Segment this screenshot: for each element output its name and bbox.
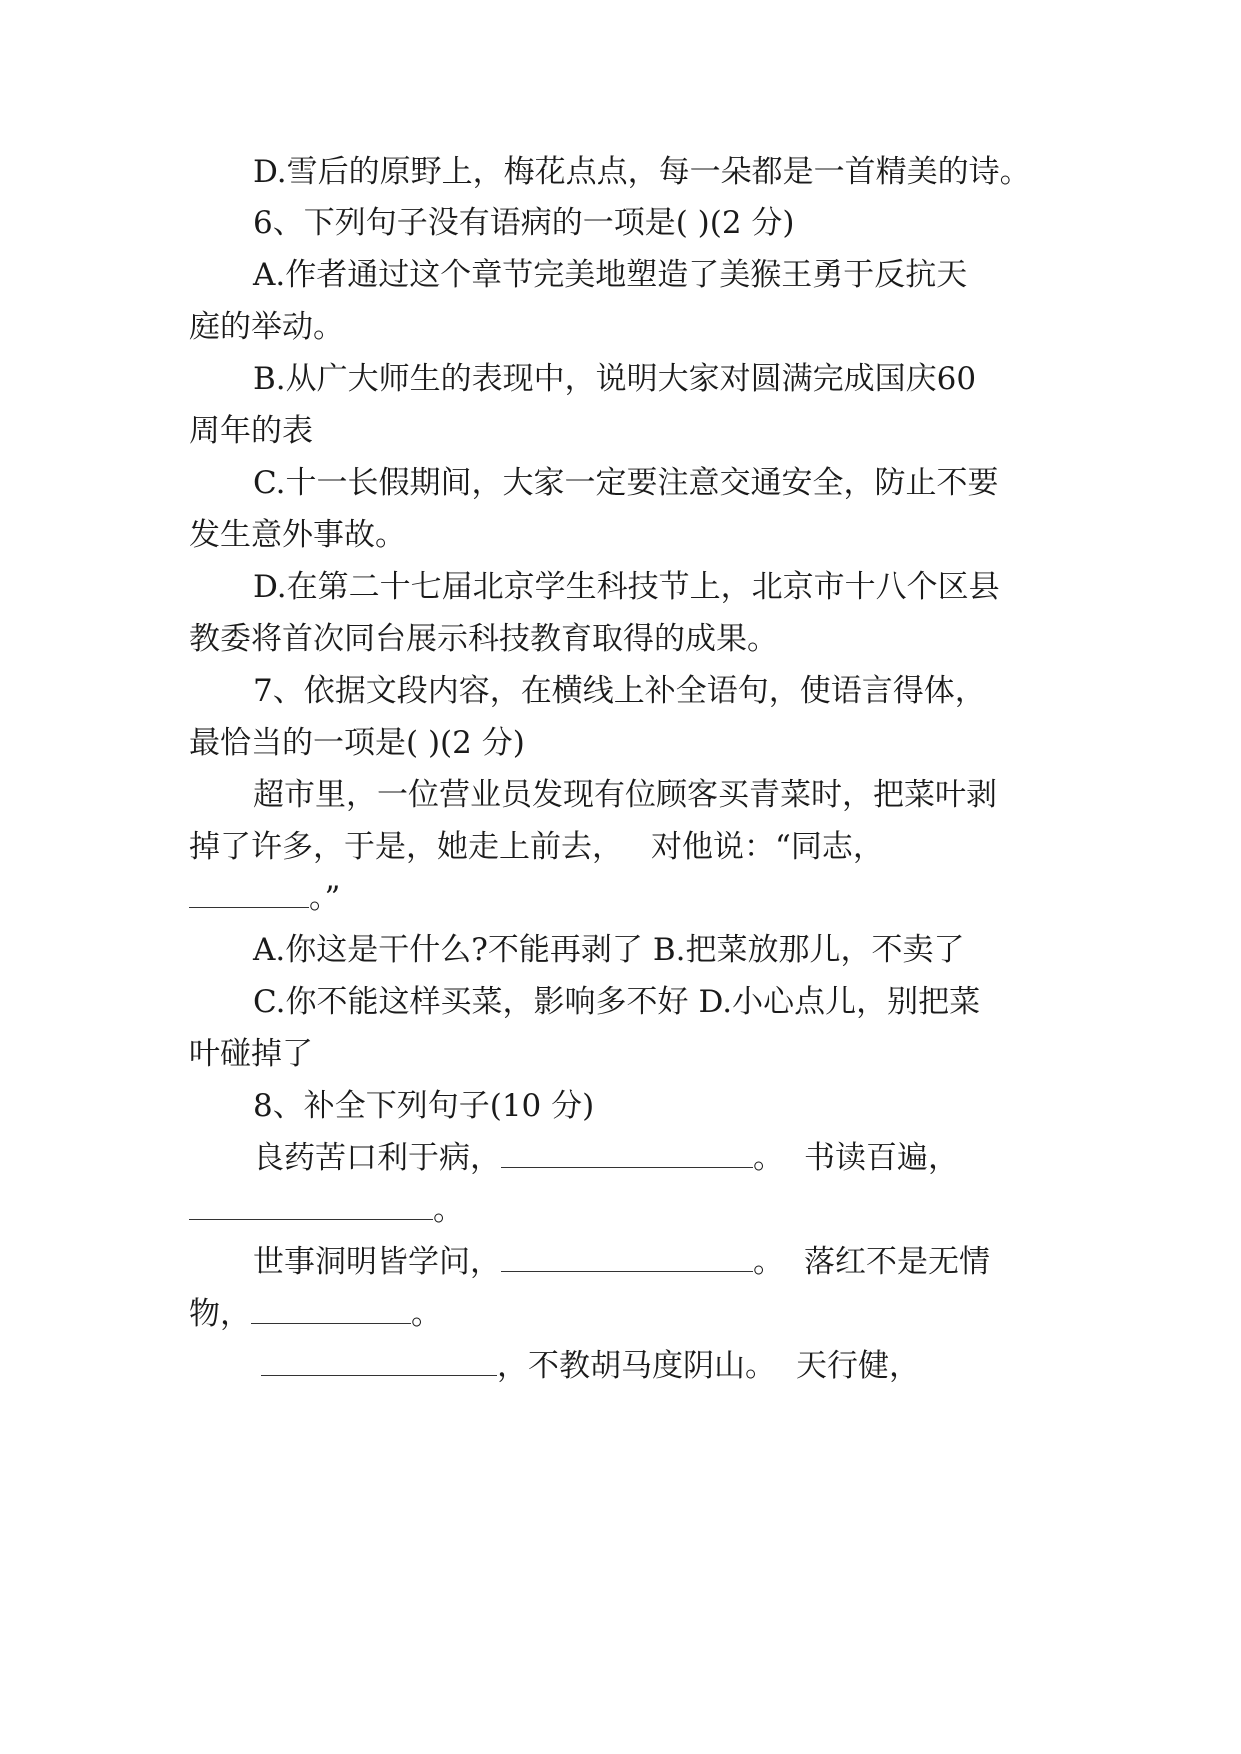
- fill-6-prompt: 天行健，: [796, 1348, 920, 1384]
- fill-5-text: ，不教胡马度阴山。: [497, 1348, 776, 1384]
- passage-line-2: [189, 827, 884, 867]
- passage-line-3: [189, 878, 340, 918]
- question-7: 7、依据文段内容，在横线上补全语句，使语言得体，: [253, 673, 986, 709]
- fill-2-end: 。: [433, 1192, 464, 1228]
- option-6b-cont: 周年的表: [189, 413, 313, 449]
- option-7b: B.把菜放那儿，不卖了: [652, 932, 965, 968]
- option-6a-cont: 庭的举动。: [189, 309, 344, 345]
- fill-blank-1[interactable]: [501, 1141, 753, 1168]
- option-7a: A.你这是干什么?不能再剥了: [253, 932, 643, 968]
- fill-blank-2[interactable]: [189, 1193, 433, 1220]
- passage-line-3-end: 。”: [309, 880, 341, 916]
- fill-blank-4[interactable]: [251, 1297, 411, 1324]
- passage-line-2b: 对他说：“同志，: [651, 829, 884, 865]
- option-6d-cont: 教委将首次同台展示科技教育取得的成果。: [189, 621, 778, 657]
- option-7d-cont: 叶碰掉了: [189, 1036, 313, 1072]
- option-6d: D.在第二十七届北京学生科技节上，北京市十八个区县: [253, 569, 1000, 605]
- fill-2-prompt: 书读百遍，: [804, 1140, 959, 1176]
- option-6c-cont: 发生意外事故。: [189, 517, 406, 553]
- fill-blank-3[interactable]: [501, 1245, 753, 1272]
- option-6c: C.十一长假期间，大家一定要注意交通安全，防止不要: [253, 465, 999, 501]
- question-6: 6、下列句子没有语病的一项是( )(2 分): [253, 205, 795, 241]
- option-6b: B.从广大师生的表现中，说明大家对圆满完成国庆60: [253, 361, 977, 397]
- fill-4-end: 。: [411, 1296, 442, 1332]
- fill-line-5: [189, 1346, 920, 1386]
- fill-4-prompt: 落红不是无情: [804, 1244, 990, 1280]
- fill-1-end: 。: [753, 1140, 784, 1176]
- fill-line-2: [189, 1190, 464, 1230]
- question-8: 8、补全下列句子(10 分): [253, 1088, 595, 1124]
- question-7-cont: 最恰当的一项是( )(2 分): [189, 725, 525, 761]
- option-6a: A.作者通过这个章节完美地塑造了美猴王勇于反抗天: [253, 257, 968, 293]
- fill-3-prompt: 世事洞明皆学问，: [253, 1244, 501, 1280]
- fill-line-4: [189, 1294, 442, 1334]
- passage-line-2a: 掉了许多，于是，她走上前去，: [189, 829, 623, 865]
- options-7-cd: [253, 982, 980, 1022]
- option-7d: D.小心点儿，别把菜: [698, 984, 981, 1020]
- option-7c: C.你不能这样买菜，影响多不好: [253, 984, 689, 1020]
- fill-blank-5[interactable]: [261, 1349, 497, 1376]
- fill-3-end: 。: [753, 1244, 784, 1280]
- fill-line-3: [253, 1242, 990, 1282]
- fill-1-prompt: 良药苦口利于病，: [253, 1140, 501, 1176]
- option-5d: D.雪后的原野上，梅花点点，每一朵都是一首精美的诗。: [253, 154, 1031, 190]
- options-7-ab: [253, 930, 965, 970]
- answer-blank[interactable]: [189, 881, 309, 908]
- passage-line-1: 超市里，一位营业员发现有位顾客买青菜时，把菜叶剥: [253, 777, 997, 813]
- fill-4-prompt-cont: 物，: [189, 1296, 251, 1332]
- fill-line-1: [253, 1138, 959, 1178]
